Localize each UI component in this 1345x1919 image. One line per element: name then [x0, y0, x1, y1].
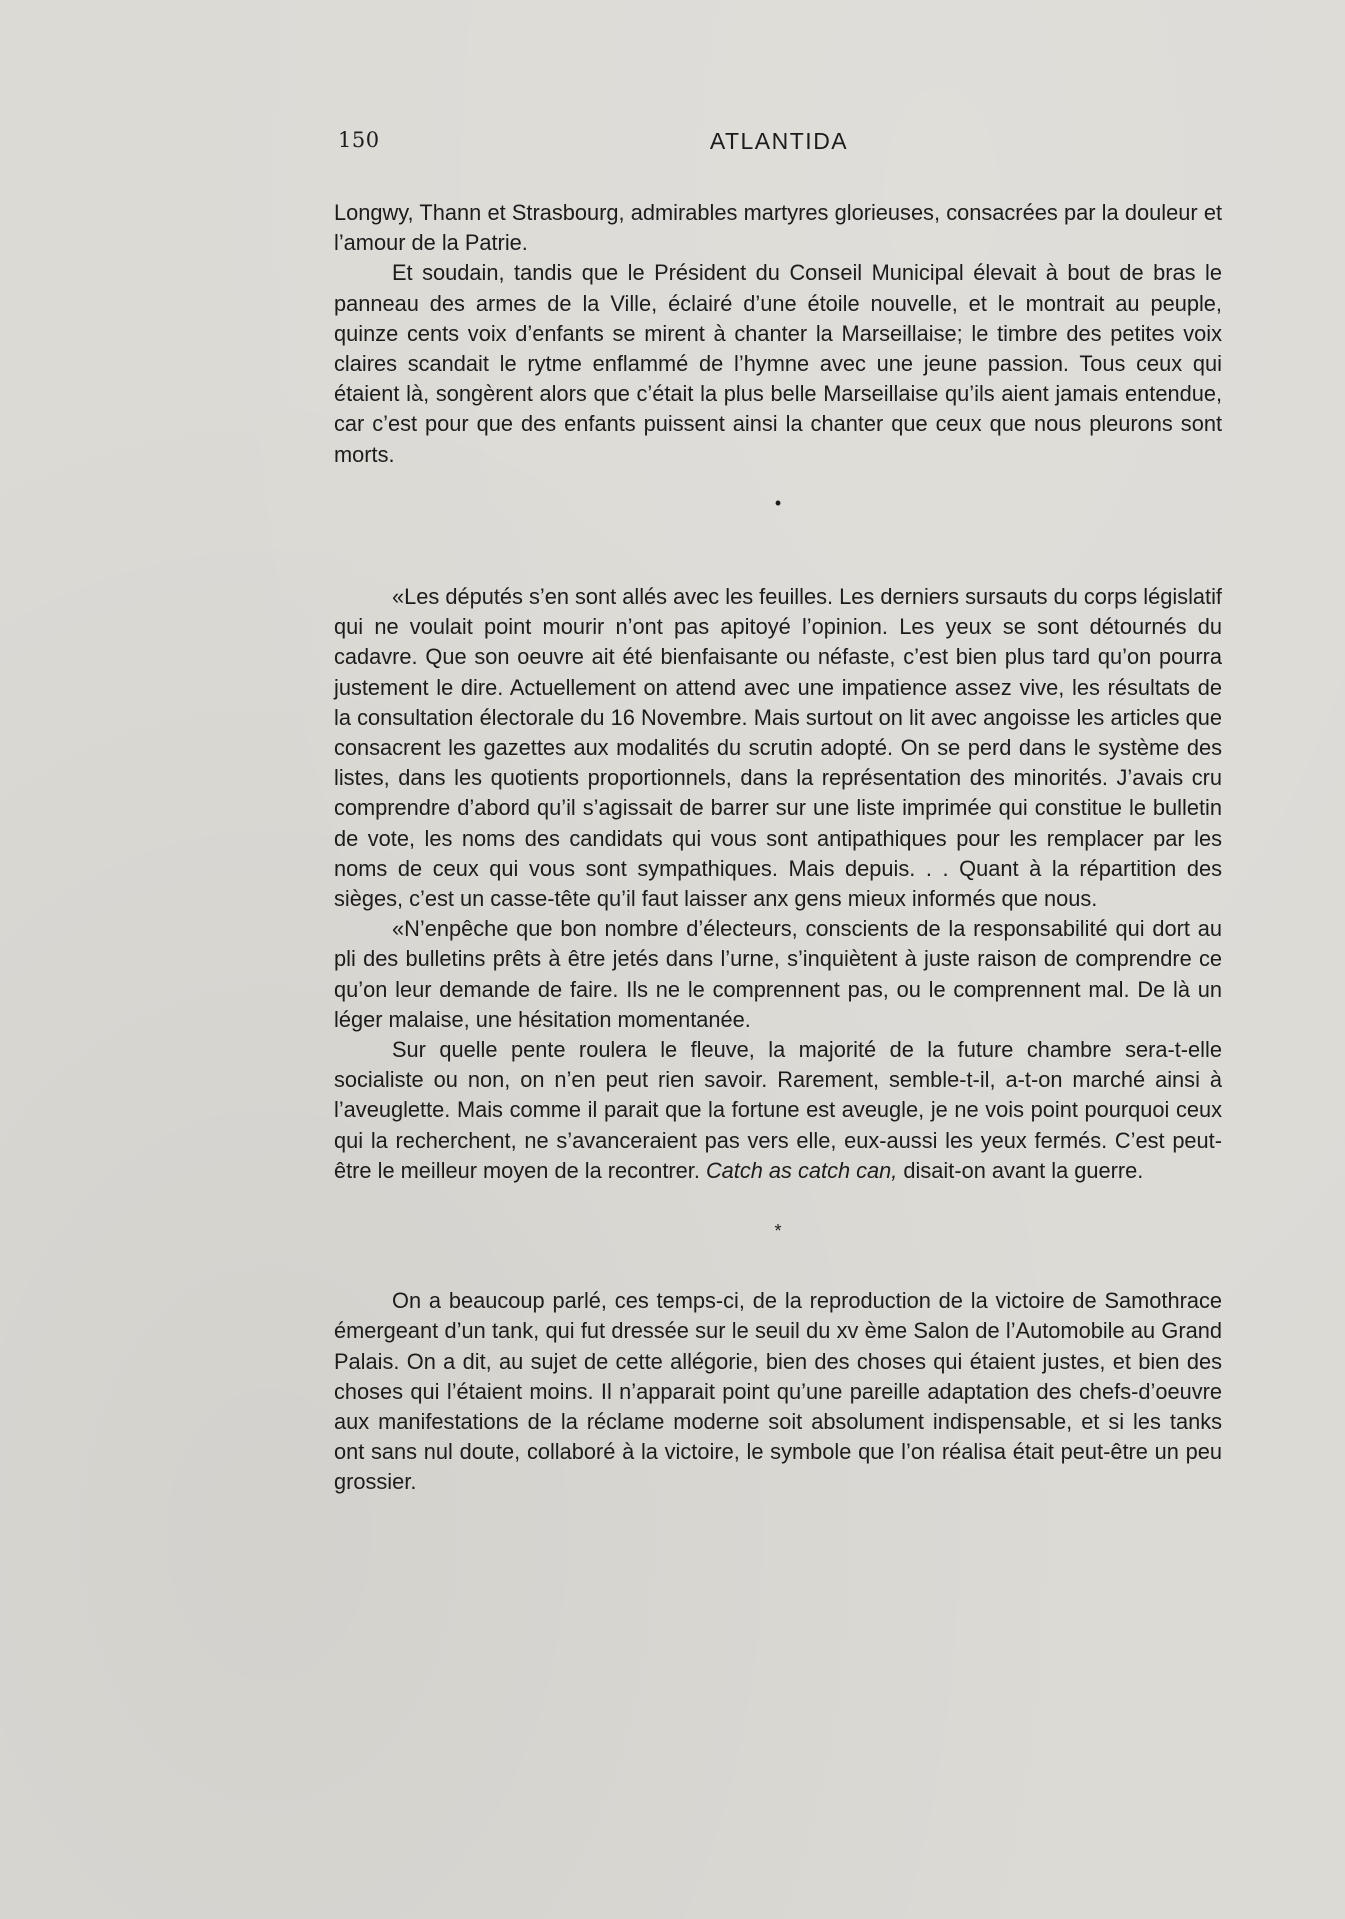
page-number: 150: [338, 128, 380, 152]
page-header: [338, 128, 1220, 158]
article-body: [334, 198, 1222, 1498]
paragraph-4: «N’enpêche que bon nombre d’électeurs, conscients de la responsabilité qui dort au pli des bulletins prêts à être jetés dans l’urne, s’inquiètent à juste raison de comprendre ce qu’on leur demande de faire. Ils ne le comprennent pas, ou le comprennent mal. De là un léger malaise, une hésitation momentanée.: [334, 916, 1222, 1032]
paragraph-5: [334, 1035, 1222, 1186]
quote-tail: disait-on avant la guerre.: [897, 1157, 1144, 1183]
italic-quote: Catch as catch can,: [705, 1157, 898, 1183]
paragraph-3: «Les députés s’en sont allés avec les feuilles. Les derniers sursauts du corps législatif qui ne voulait point mourir n’ont pas apitoyé l’opinion. Les yeux se sont détournés du cadavre. Que son oeuvre ait été bienfaisante ou néfaste, c’est bien plus tard qu’on pourra justement le dire. Actuellement on attend avec une impatience assez vive, les résultats de la consultation électorale du 16 Novembre. Mais surtout on lit avec angoisse les articles que consacrent les gazettes aux modalités du scrutin adopté. On se perd dans le système des listes, dans les quotients proportionnels, dans la représentation des minorités. J’avais cru comprendre d’abord qu’il s’agissait de barrer sur une liste imprimée qui constitue le bulletin de vote, les noms des candidats qui vous sont antipathiques pour les remplacer par les noms de ceux qui vous sont sympathiques. Mais depuis. . . Quant à la répartition des sièges, c’est un casse-tête qu’il faut laisser anx gens mieux informés que nous.: [334, 584, 1222, 912]
section-separator-2: *: [774, 1221, 782, 1242]
paragraph-6: On a beaucoup parlé, ces temps-ci, de la reproduction de la victoire de Samothrace émergeant d’un tank, qui fut dressée sur le seuil du xv ème Salon de l’Automobile au Grand Palais. On a dit, au sujet de cette allégorie, bien des choses qui étaient justes, et bien des choses qui l’étaient moins. Il n’apparait point qu’une pareille adaptation des chefs-d’oeuvre aux manifestations de la réclame moderne soit absolument indispensable, et si les tanks ont sans nul doute, collaboré à la victoire, le symbole que l’on réalisa était peut-être un peu grossier.: [334, 1288, 1222, 1495]
paragraph-5-text: Sur quelle pente roulera le fleuve, la majorité de la future chambre sera-t-elle socialiste ou non, on n’en peut rien savoir. Rarement, semble-t-il, a-t-on marché ainsi à l’aveuglette. Mais comme il parait que la fortune est aveugle, je ne vois point pourquoi ceux qui la recherchent, ne s’avanceraient pas vers elle, eux-aussi les yeux fermés. C’est peut-être le meilleur moyen de la recontrer.: [334, 1037, 1222, 1183]
paragraph-2: Et soudain, tandis que le Président du Conseil Municipal élevait à bout de bras le panneau des armes de la Ville, éclairé d’une étoile nouvelle, et le montrait au peuple, quinze cents voix d’enfants se mirent à chanter la Marseillaise; le timbre des petites voix claires scandait le rytme enflammé de l’hymne avec une jeune passion. Tous ceux qui étaient là, songèrent alors que c’était la plus belle Marseillaise qu’ils aient jamais entendue, car c’est pour que des enfants puissent ainsi la chanter que ceux que nous pleurons sont morts.: [334, 260, 1222, 467]
section-separator-1: •: [774, 492, 782, 513]
paragraph-1: Longwy, Thann et Strasbourg, admirables martyres glorieuses, consacrées par la douleur et l’amour de la Patrie.: [334, 200, 1222, 256]
running-title: ATLANTIDA: [709, 128, 849, 154]
